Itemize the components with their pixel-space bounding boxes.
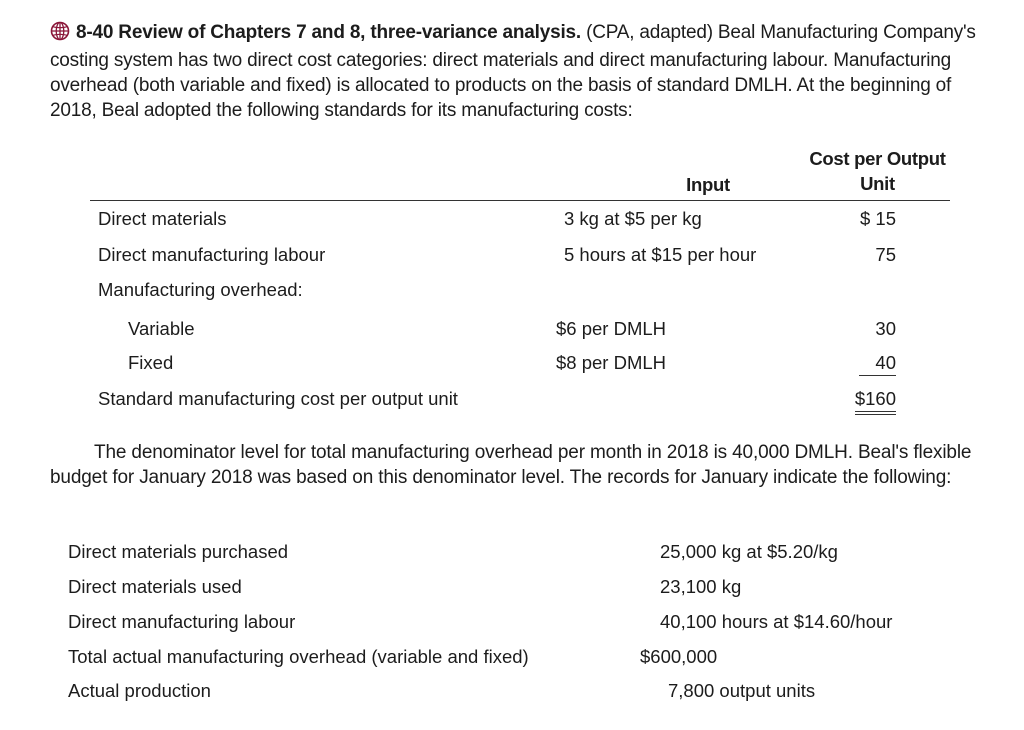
problem-intro-text: (CPA, adapted) Beal Manufacturing Company's costing system has two direct cost categories: direct materials and direct manufacturing labour. Manufacturing overhead (both variable and fixed) is allocated to products on the basis of standard DMLH. At the beginning of 2018, Beal adopted the following standards for its manufacturing costs: — [50, 22, 976, 121]
table-row — [90, 318, 950, 342]
record-row — [68, 680, 928, 706]
table-row — [90, 279, 950, 303]
record-label: Actual production — [68, 680, 211, 701]
record-value: 7,800 output units — [668, 680, 816, 701]
record-value: 25,000 kg at $5.20/kg — [660, 541, 838, 562]
record-value: 23,100 kg — [660, 576, 742, 597]
record-label: Total actual manufacturing overhead (variable and fixed) — [68, 646, 529, 667]
table-row — [90, 244, 950, 268]
row-label: Variable — [128, 318, 195, 339]
record-row — [68, 611, 928, 637]
row-label: Manufacturing overhead: — [98, 279, 303, 300]
record-label: Direct materials purchased — [68, 541, 289, 562]
cost-header-line2: Unit — [860, 173, 895, 194]
record-value: 40,100 hours at $14.60/hour — [660, 611, 893, 632]
record-value: $600,000 — [640, 646, 718, 667]
problem-intro — [50, 20, 990, 123]
header-rule — [90, 200, 950, 201]
row-label: Direct manufacturing labour — [98, 244, 326, 265]
record-label: Direct materials used — [68, 576, 242, 597]
row-input: 3 kg at $5 per kg — [564, 208, 702, 229]
row-label: Standard manufacturing cost per output unit — [98, 388, 458, 409]
globe-icon — [50, 21, 70, 48]
row-cost-total: $160 — [855, 388, 896, 415]
row-input: $8 per DMLH — [556, 352, 667, 373]
cost-header-line1: Cost per Output — [809, 148, 946, 169]
row-cost: 75 — [875, 244, 896, 265]
cost-per-output-header — [790, 146, 965, 196]
denominator-paragraph: The denominator level for total manufacturing overhead per month in 2018 is 40,000 DMLH. Beal's flexible budget for January 2018 was based on this denominator level. The records for January indicate the following: — [50, 442, 972, 488]
record-row — [68, 541, 928, 567]
row-cost: $ 15 — [859, 208, 896, 229]
record-row — [68, 576, 928, 602]
record-label: Direct manufacturing labour — [68, 611, 296, 632]
problem-title: 8-40 Review of Chapters 7 and 8, three-variance analysis. — [76, 22, 581, 43]
row-input: $6 per DMLH — [556, 318, 667, 339]
row-label: Fixed — [128, 352, 174, 373]
row-input: 5 hours at $15 per hour — [564, 244, 757, 265]
table-row — [90, 352, 950, 376]
row-cost: 40 — [859, 352, 896, 376]
record-row — [68, 646, 928, 672]
row-label: Direct materials — [98, 208, 227, 229]
table-row — [90, 208, 950, 232]
input-header: Input — [686, 174, 730, 195]
row-cost: 30 — [875, 318, 896, 339]
table-row-total — [90, 388, 950, 412]
